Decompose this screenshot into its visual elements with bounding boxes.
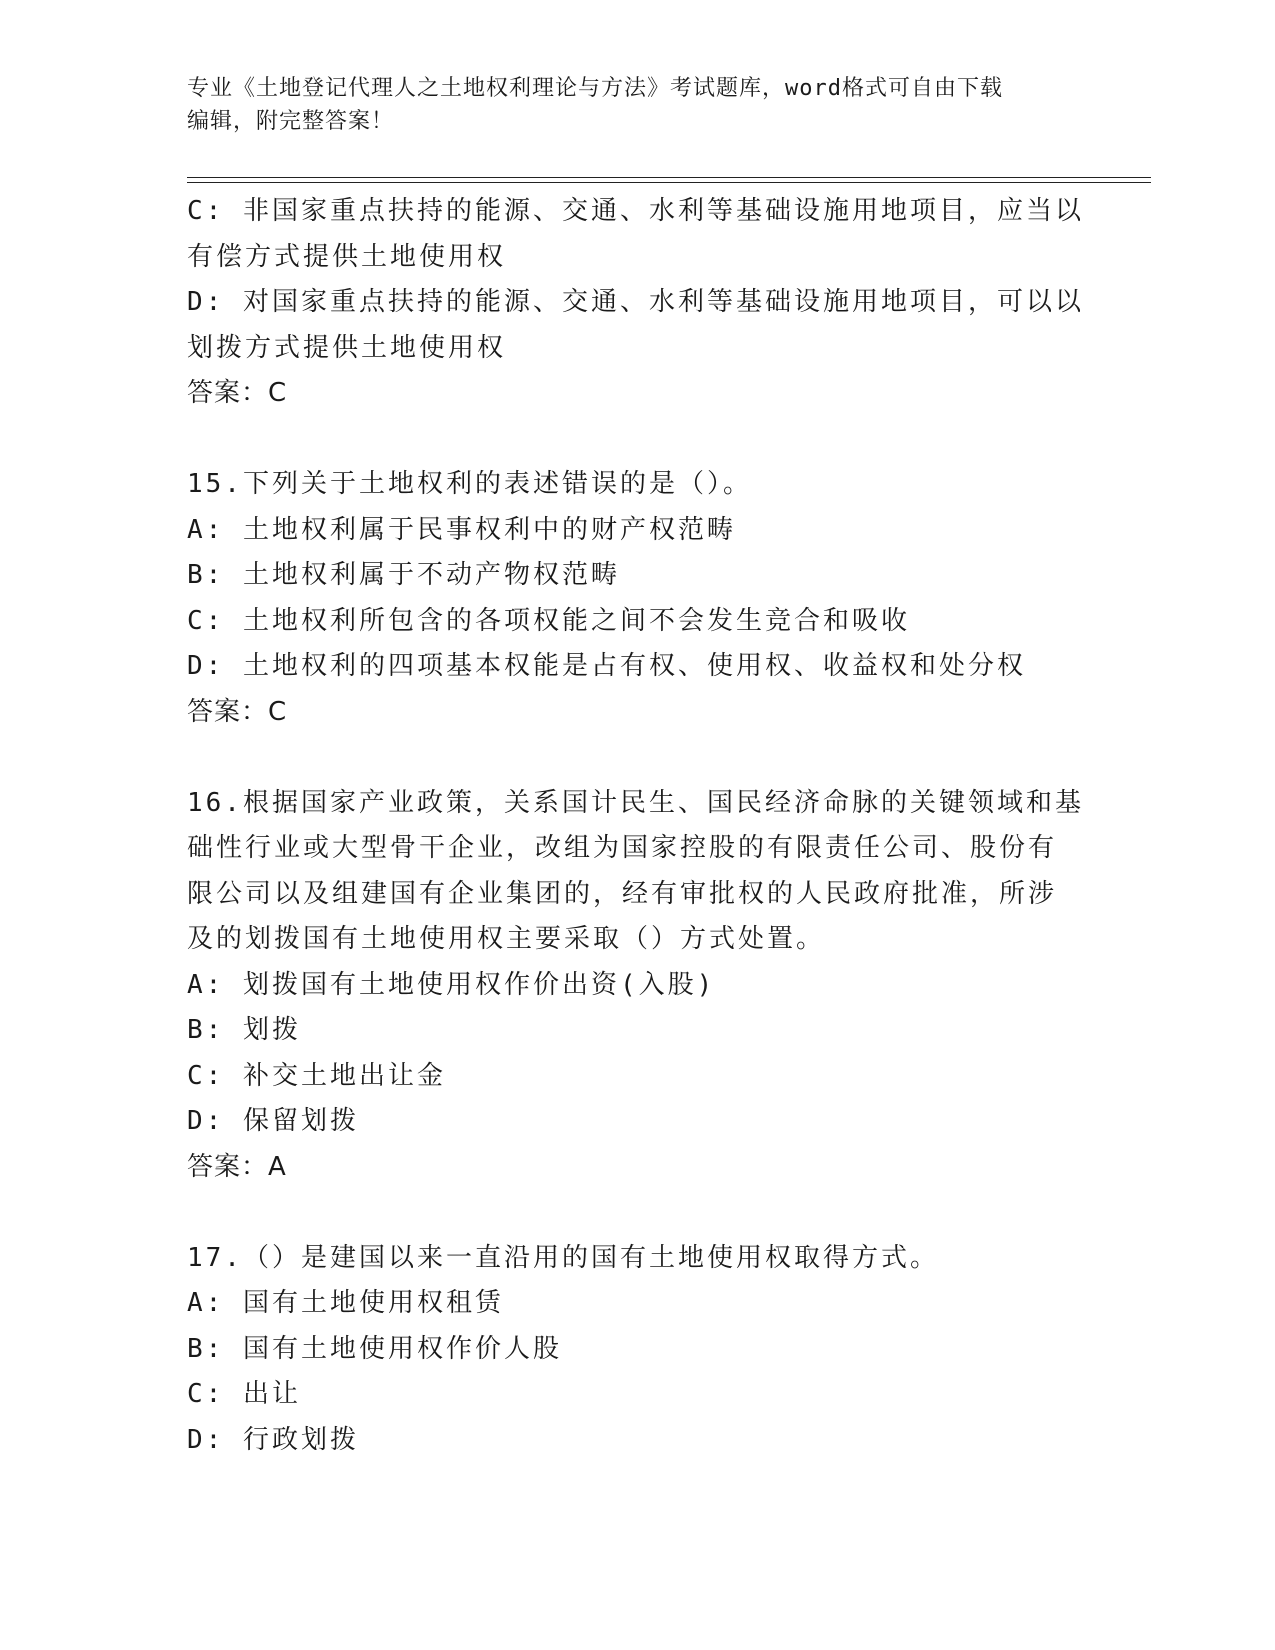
option-c: C: 出让 <box>187 1379 301 1409</box>
option-b: B: 国有土地使用权作价人股 <box>187 1333 562 1364</box>
question-stem-line-4: 及的划拨国有土地使用权主要采取（）方式处置。 <box>187 924 826 954</box>
option-c-line-2: 有偿方式提供土地使用权 <box>187 241 507 272</box>
spacer <box>187 417 1117 463</box>
answer: 答案：C <box>187 696 288 727</box>
question-17 <box>187 1236 1117 1464</box>
answer: 答案：C <box>187 378 288 408</box>
option-d: D: 保留划拨 <box>187 1106 359 1136</box>
question-list <box>187 189 1117 1463</box>
question-stem-line-2: 础性行业或大型骨干企业，改组为国家控股的有限责任公司、股份有 <box>187 833 1058 863</box>
spacer <box>187 735 1117 781</box>
question-stem-line-1: 16.根据国家产业政策，关系国计民生、国民经济命脉的关键领域和基 <box>187 787 1084 818</box>
option-d-line-2: 划拨方式提供土地使用权 <box>187 332 507 363</box>
option-a: A: 划拨国有土地使用权作价出资(入股) <box>187 969 716 1000</box>
option-d: D: 行政划拨 <box>187 1424 359 1455</box>
option-c: C: 补交土地出让金 <box>187 1060 446 1091</box>
header-line-2: 编辑，附完整答案！ <box>187 109 395 134</box>
question-stem: 17.（）是建国以来一直沿用的国有土地使用权取得方式。 <box>187 1242 939 1273</box>
header-rule-top <box>187 177 1151 178</box>
question-15 <box>187 462 1117 735</box>
header-line-1: 专业《土地登记代理人之土地权利理论与方法》考试题库，word格式可自由下载 <box>187 76 1003 101</box>
option-b: B: 划拨 <box>187 1015 301 1045</box>
option-d: D: 土地权利的四项基本权能是占有权、使用权、收益权和处分权 <box>187 651 1026 681</box>
question-stem: 15.下列关于土地权利的表述错误的是（）。 <box>187 469 752 499</box>
option-a: A: 国有土地使用权租赁 <box>187 1288 504 1318</box>
option-a: A: 土地权利属于民事权利中的财产权范畴 <box>187 514 736 545</box>
document-header <box>187 72 1087 138</box>
question-stem-line-3: 限公司以及组建国有企业集团的，经有审批权的人民政府批准，所涉 <box>187 878 1058 909</box>
option-c-line-1: C: 非国家重点扶持的能源、交通、水利等基础设施用地项目，应当以 <box>187 196 1084 226</box>
option-d-line-1: D: 对国家重点扶持的能源、交通、水利等基础设施用地项目，可以以 <box>187 287 1084 317</box>
answer: 答案：A <box>187 1151 287 1182</box>
option-c: C: 土地权利所包含的各项权能之间不会发生竞合和吸收 <box>187 605 910 636</box>
question-14-tail <box>187 189 1117 417</box>
option-b: B: 土地权利属于不动产物权范畴 <box>187 560 620 590</box>
header-rule-bottom <box>187 182 1151 183</box>
question-16 <box>187 781 1117 1191</box>
spacer <box>187 1190 1117 1236</box>
